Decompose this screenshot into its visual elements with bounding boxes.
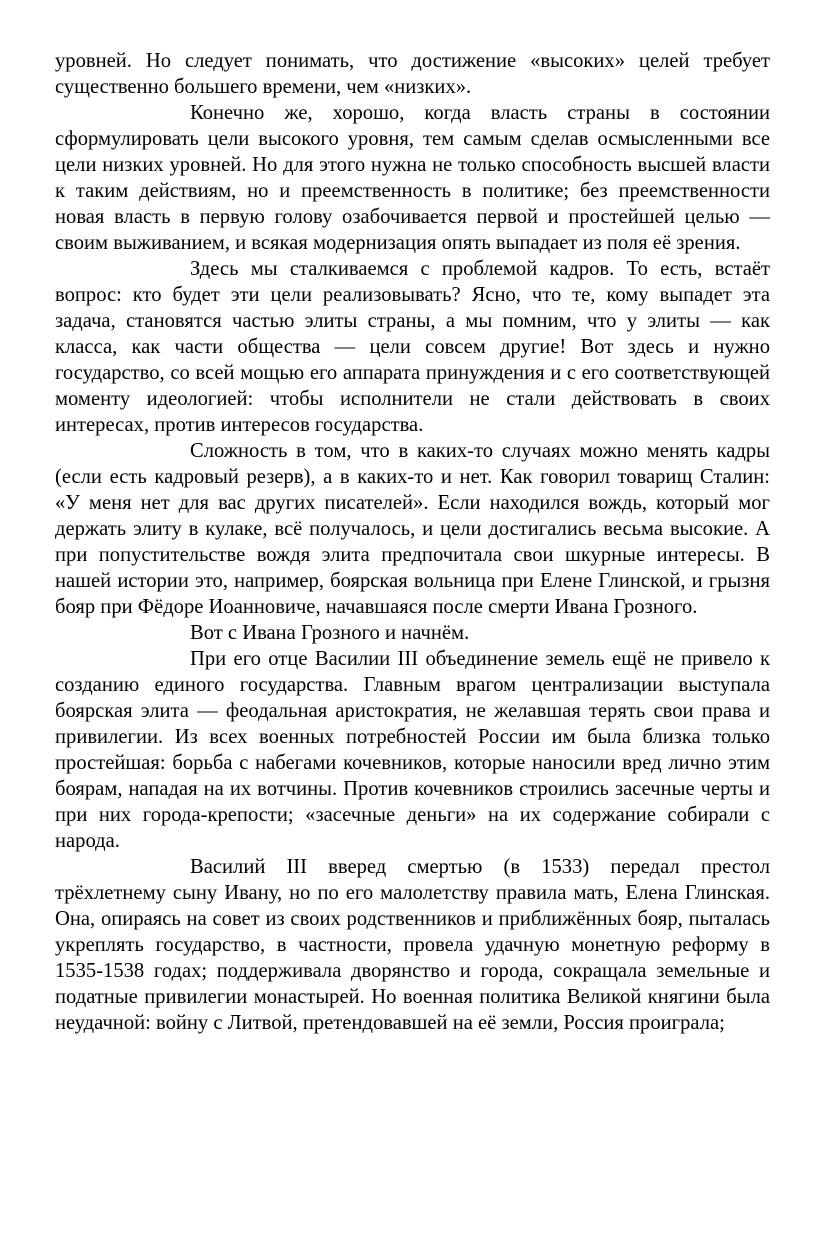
paragraph-1: уровней. Но следует понимать, что достижение «высоких» целей требует существенно большего времени, чем «низких». xyxy=(55,50,770,98)
document-page xyxy=(55,48,770,1036)
paragraph-3: Здесь мы сталкиваемся с проблемой кадров. То есть, встаёт вопрос: кто будет эти цели реализовывать? Ясно, что те, кому выпадет эта задача, становятся частью элиты страны, а мы помним, что у элиты — как класса, как части общества — цели совсем другие! Вот здесь и нужно государство, со всей мощью его аппарата принуждения и с его соответствующей моменту идеологией: чтобы исполнители не стали действовать в своих интересах, против интересов государства. xyxy=(55,258,770,436)
paragraph-5: Вот с Ивана Грозного и начнём. xyxy=(190,622,470,644)
paragraph-7: Василий III вверед смертью (в 1533) передал престол трёхлетнему сыну Ивану, но по его малолетству правила мать, Елена Глинская. Она, опираясь на совет из своих родственников и приближённых бояр, пыталась укреплять государство, в частности, провела удачную монетную реформу в 1535-1538 годах; поддерживала дворянство и города, сокращала земельные и податные привилегии монастырей. Но военная политика Великой княгини была неудачной: войну с Литвой, претендовавшей на её земли, Россия проиграла; xyxy=(55,856,770,1034)
paragraph-2: Конечно же, хорошо, когда власть страны в состоянии сформулировать цели высокого уровня, тем самым сделав осмысленными все цели низких уровней. Но для этого нужна не только способность высшей власти к таким действиям, но и преемственность в политике; без преемственности новая власть в первую голову озабочивается первой и простейшей целью — своим выживанием, и всякая модернизация опять выпадает из поля её зрения. xyxy=(55,102,770,254)
paragraph-6: При его отце Василии III объединение земель ещё не привело к созданию единого государства. Главным врагом централизации выступала боярская элита — феодальная аристократия, не желавшая терять свои права и привилегии. Из всех военных потребностей России им была близка только простейшая: борьба с набегами кочевников, которые наносили вред лично этим боярам, нападая на их вотчины. Против кочевников строились засечные черты и при них города-крепости; «засечные деньги» на их содержание собирали с народа. xyxy=(55,648,770,852)
paragraph-4: Сложность в том, что в каких-то случаях можно менять кадры (если есть кадровый резерв), а в каких-то и нет. Как говорил товарищ Сталин: «У меня нет для вас других писателей». Если находился вождь, который мог держать элиту в кулаке, всё получалось, и цели достигались весьма высокие. А при попустительстве вождя элита предпочитала свои шкурные интересы. В нашей истории это, например, боярская вольница при Елене Глинской, и грызня бояр при Фёдоре Иоанновиче, начавшаяся после смерти Ивана Грозного. xyxy=(55,440,770,618)
